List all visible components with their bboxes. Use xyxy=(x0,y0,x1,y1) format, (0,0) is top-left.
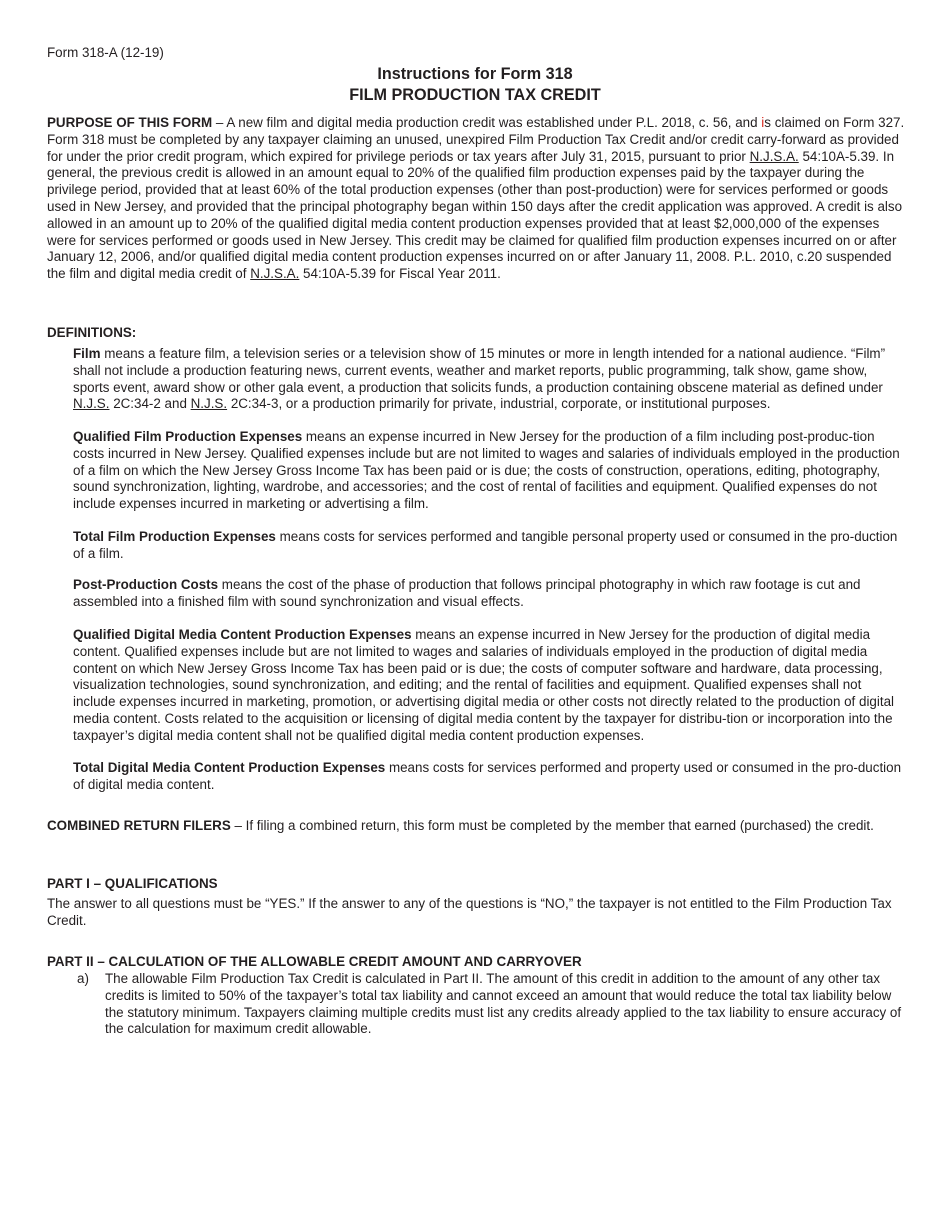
statute-ref: N.J.S.A. xyxy=(250,266,300,282)
definition-term: Post-Production Costs xyxy=(73,577,219,592)
combined-return-filers xyxy=(47,818,907,835)
purpose-text-b: s claimed on Form 327. Form 318 must be completed by any taxpayer claiming an unused, unexpired Film Production Tax Credit and/or credit carry-forward as provided for under the prior credit program, which expired for privilege periods or tax years after July 31, 2015, pursuant to prior xyxy=(47,115,905,164)
title-block xyxy=(0,64,950,106)
definition-text: means the cost of the phase of production that follows principal photography in which raw footage is cut and assembled into a finished film with sound synchronization and visual effects. xyxy=(73,577,861,609)
definition-text: means an expense incurred in New Jersey for the production of digital media content. Qualified expenses include but are not limited to wages and salaries of individuals employed in the production of digital media content on which New Jersey Gross Income Tax has been paid or is due; the costs of computer software and hardware, data processing, visualization technologies, sound synchronization, and editing; and the rental of facilities and equipment. Qualified expenses shall not include expenses incurred in marketing, promotion, or advertising digital media or other costs not directly related to the production of digital media content. Costs related to the acquisition or licensing of digital media content by the taxpayer for distribu-tion or incorporation into the taxpayer’s digital media content shall not be qualified digital media content production expenses. xyxy=(73,627,894,743)
definition-text: means a feature film, a television series or a television show of 15 minutes or more in length intended for a national audience. “Film” shall not include a production featuring news, current events, weather and market reports, public programming, talk show, game show, sports event, award show or other gala event, a production that solicits funds, a production containing obscene material as defined under xyxy=(73,346,886,395)
part-1-text: The answer to all questions must be “YES.” If the answer to any of the questions is “NO,” the taxpayer is not entitled to the Film Production Tax Credit. xyxy=(47,896,892,928)
title-line-2: FILM PRODUCTION TAX CREDIT xyxy=(349,86,601,104)
combined-text: – If filing a combined return, this form must be completed by the member that earned (purchased) the credit. xyxy=(230,818,874,833)
form-id: Form 318-A (12-19) xyxy=(47,45,164,60)
combined-heading: COMBINED RETURN FILERS xyxy=(47,818,231,833)
definition-text: means costs for services performed and tangible personal property used or consumed in the pro-duction of a film. xyxy=(73,529,898,561)
purpose-text-c: 54:10A-5.39. In general, the previous credit is allowed in an amount equal to 20% of the qualified film production expenses paid by the taxpayer during the privilege period, provided that at least 60% of the total production expenses (other than post-production) were for services performed or goods used in New Jersey, and provided that the principal photography began within 150 days after the credit application was approved. A credit is also allowed in an amount up to 20% of the qualified digital media content production expenses provided that at least $2,000,000 of the expenses were for services performed or goods used in New Jersey. This credit may be claimed for qualified film production expenses incurred on or after January 12, 2006, and/or qualified digital media content production expenses incurred on or after January 11, 2008. P.L. 2010, c.20 suspended the film and digital media credit of xyxy=(47,148,903,282)
definition-term: Total Digital Media Content Production Expenses xyxy=(73,760,386,775)
purpose-heading: PURPOSE OF THIS FORM xyxy=(47,115,213,130)
part-2-item-a xyxy=(77,971,907,1038)
part-2-heading: PART II – CALCULATION OF THE ALLOWABLE CREDIT AMOUNT AND CARRYOVER xyxy=(47,954,582,969)
definition-total-digital-media-content-production-expenses xyxy=(73,760,907,794)
dash: – xyxy=(212,115,227,130)
part-1-heading: PART I – QUALIFICATIONS xyxy=(47,876,218,891)
definition-text: means costs for services performed and property used or consumed in the pro-duction of digital media content. xyxy=(73,760,902,792)
definition-text: 2C:34-2 and xyxy=(109,396,191,412)
definition-term: Qualified Digital Media Content Production Expenses xyxy=(73,627,412,642)
item-label: a) xyxy=(77,971,89,986)
statute-ref: N.J.S. xyxy=(190,396,228,412)
purpose-text-a: A new film and digital media production credit was established under P.L. 2018, c. 56, and xyxy=(226,115,762,130)
definition-qualified-digital-media-content-production-expenses xyxy=(73,627,907,745)
definition-term: Total Film Production Expenses xyxy=(73,529,276,544)
purpose-red-letter: i xyxy=(761,115,765,130)
definition-term: Qualified Film Production Expenses xyxy=(73,429,303,444)
definition-qualified-film-production-expenses xyxy=(73,429,907,513)
definition-text: 2C:34-3, or a production primarily for private, industrial, corporate, or institutional purposes. xyxy=(227,396,771,412)
definition-term: Film xyxy=(73,346,101,361)
purpose-text-d: 54:10A-5.39 for Fiscal Year 2011. xyxy=(299,266,501,282)
definition-post-production-costs xyxy=(73,577,907,611)
title-line-1: Instructions for Form 318 xyxy=(377,65,573,83)
definitions-heading: DEFINITIONS: xyxy=(47,325,137,340)
purpose-paragraph xyxy=(47,115,907,283)
definition-total-film-production-expenses xyxy=(73,529,907,563)
definition-text: means an expense incurred in New Jersey for the production of a film including post-produc-tion costs incurred in New Jersey. Qualified expenses include but are not limited to wages and salaries of individuals employed in the production of a film on which the New Jersey Gross Income Tax has been paid or is due; the costs of construction, operations, editing, photography, sound synchronization, lighting, wardrobe, and accessories; and the cost of rental of facilities and equipment. Qualified expenses do not include expenses incurred in marketing or advertising a film. xyxy=(73,429,900,512)
statute-ref: N.J.S. xyxy=(73,396,110,412)
definition-film xyxy=(73,346,907,413)
statute-ref: N.J.S.A. xyxy=(749,148,799,164)
item-text: The allowable Film Production Tax Credit is calculated in Part II. The amount of this credit in addition to the amount of any other tax credits is limited to 50% of the taxpayer’s total tax liability and cannot exceed an amount that would reduce the total tax liability below the statutory minimum. Taxpayers claiming multiple credits must list any credits already applied to the tax liability to ensure accuracy of the calculation for maximum credit allowable. xyxy=(105,971,902,1037)
